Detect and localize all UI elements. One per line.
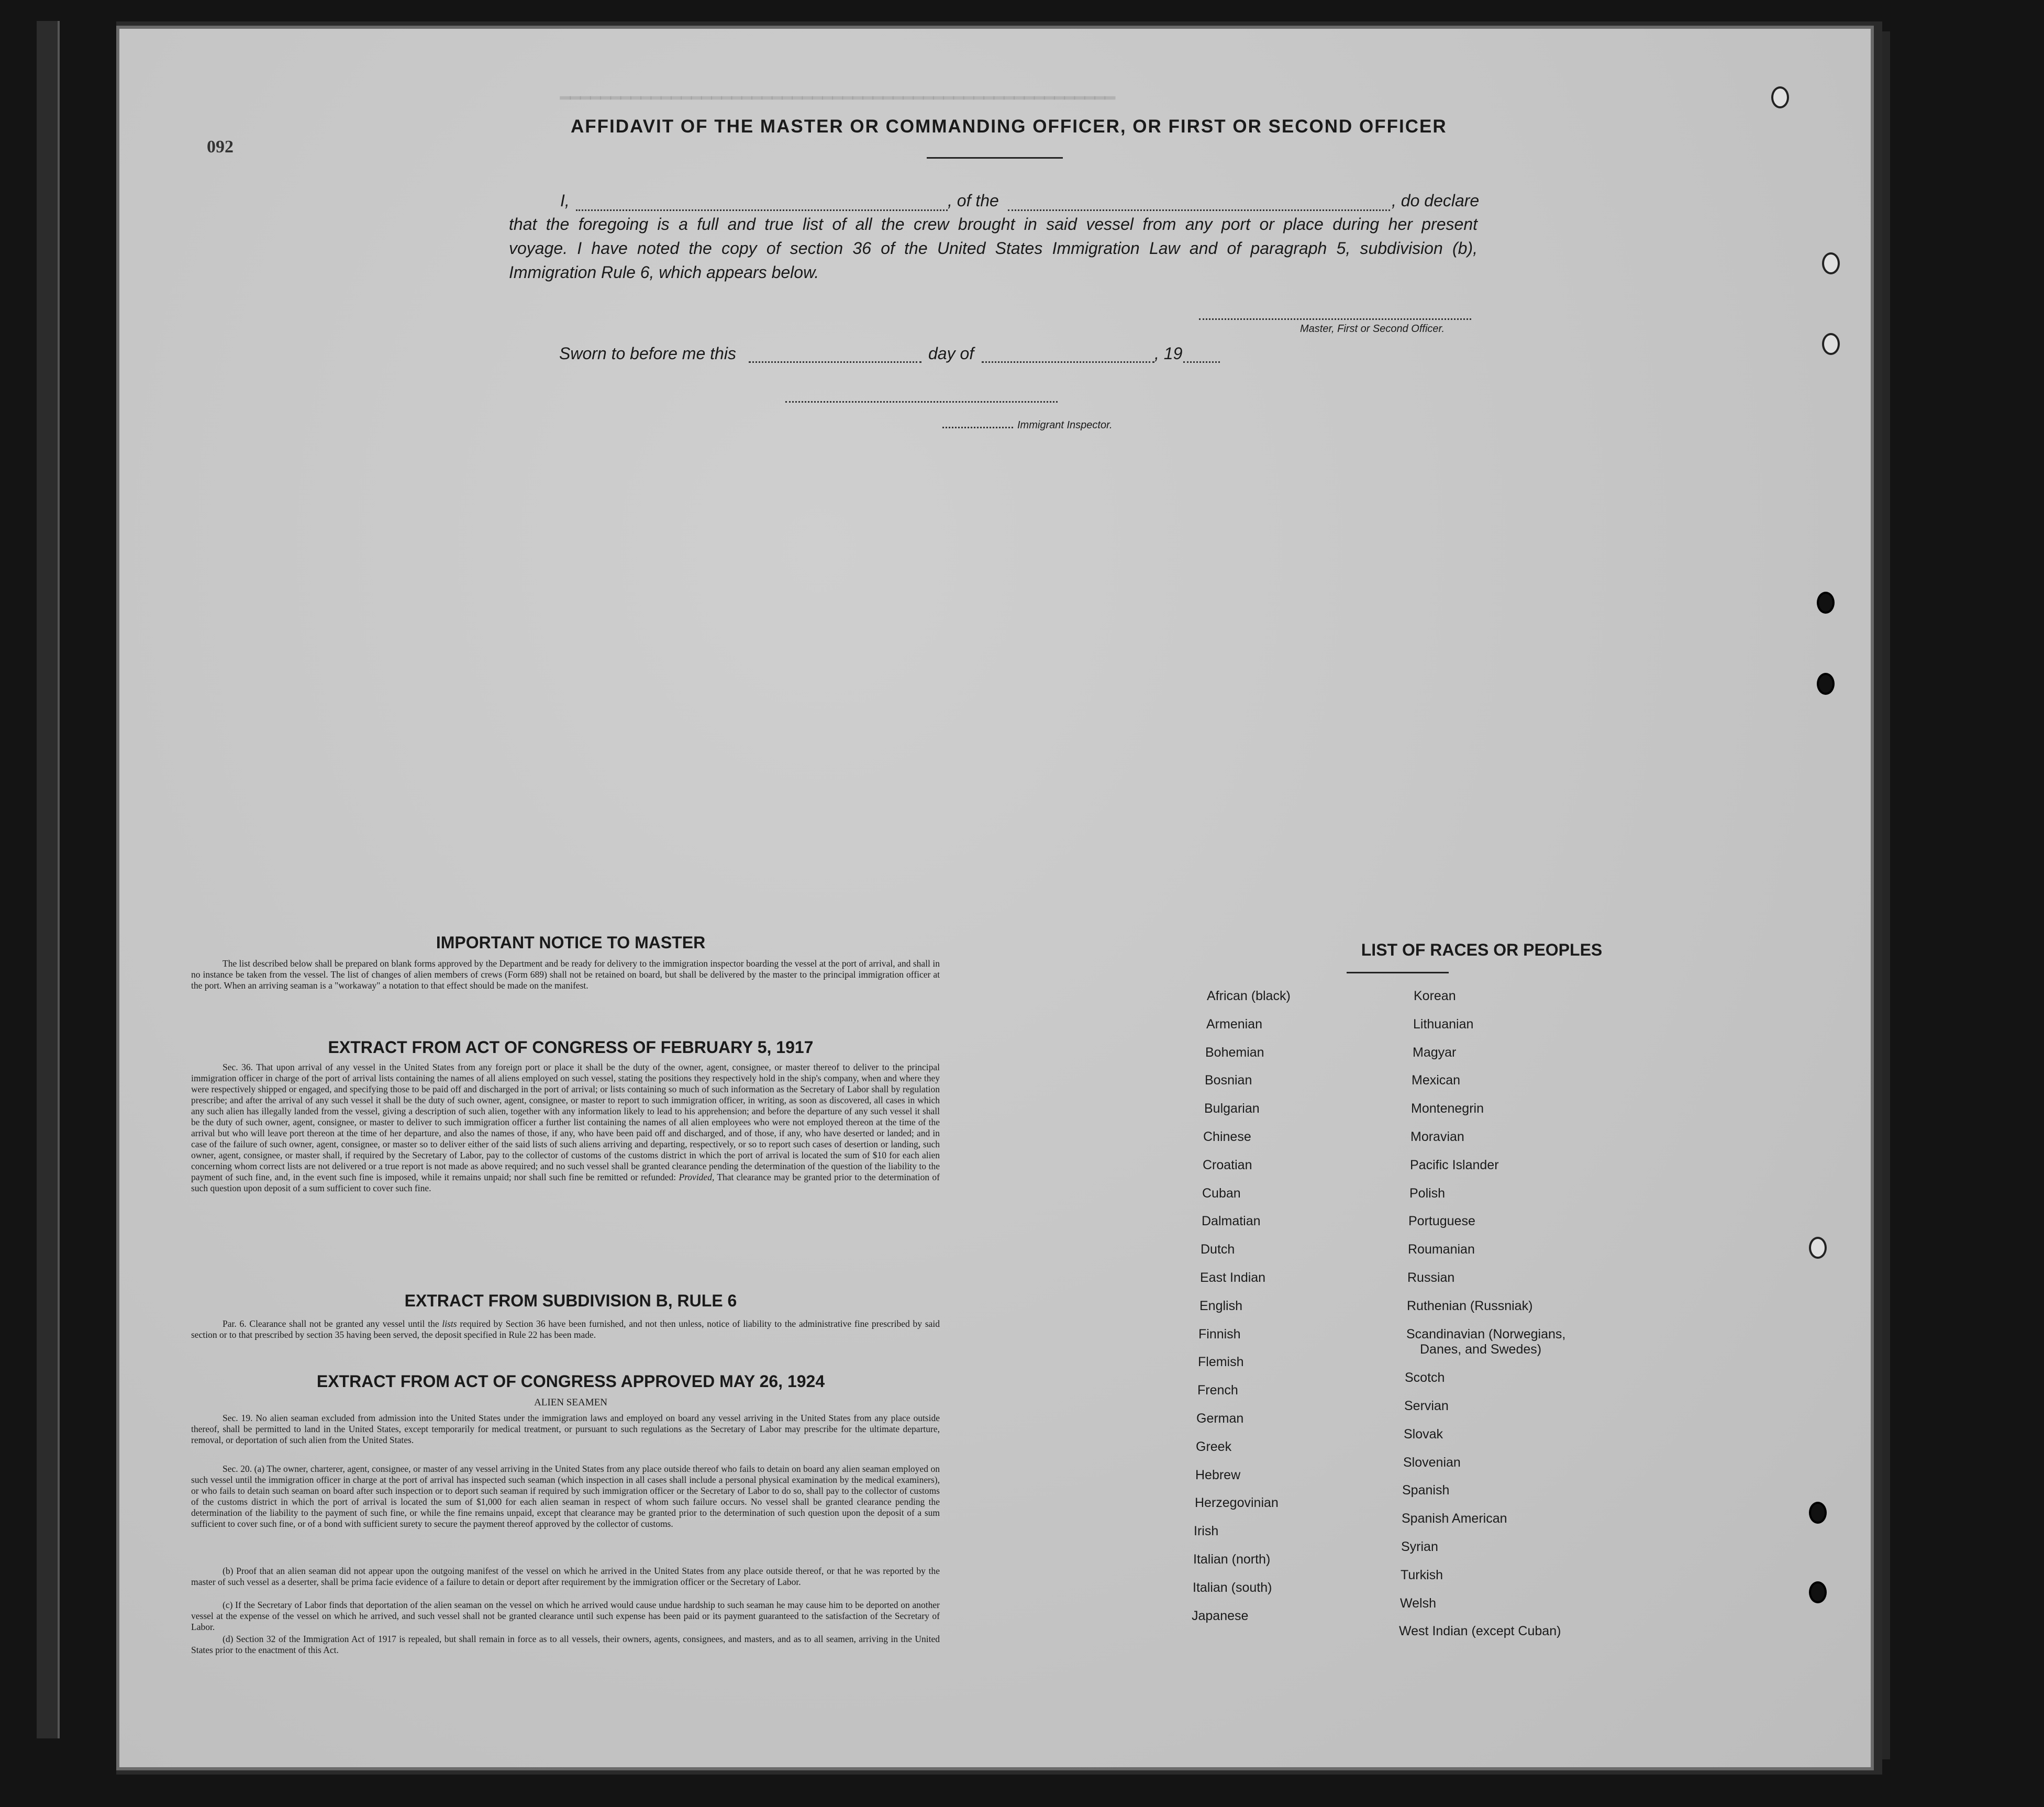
affidavit-line-4: Immigration Rule 6, which appears below. — [509, 263, 819, 282]
sworn-day-blank[interactable] — [749, 361, 921, 363]
extract-rule6-body-1: Par. 6. Clearance shall not be granted any vessel until the — [223, 1318, 439, 1329]
vessel-blank[interactable] — [1008, 209, 1390, 211]
binder-hole — [1822, 252, 1840, 274]
master-signature-line[interactable] — [1199, 318, 1471, 320]
race-item: Ruthenian (Russniak) — [1407, 1298, 1533, 1313]
race-item: Dutch — [1201, 1242, 1235, 1257]
extract-1924-sec20b: (b) Proof that an alien seaman did not appear upon the outgoing manifest of the vessel on which he arrived in the United States from any place outside thereof, or that he was reported by the master of such vessel as a deserter, shall be prima facie evidence of a failure to detain or deport after requirement by the immigration officer or the Secretary of Labor. — [191, 1566, 940, 1587]
race-item: Dalmatian — [1202, 1214, 1261, 1229]
race-item: Spanish American — [1402, 1511, 1507, 1526]
race-item: Herzegovinian — [1195, 1495, 1279, 1511]
race-item: East Indian — [1200, 1270, 1266, 1285]
extract-1924-sec19: Sec. 19. No alien seaman excluded from admission into the United States under the immigration laws and employed on board any vessel arriving in the United States from any place outside thereof, shall be permitted to land in the United States, except temporarily for medical treatment, or pursuant to such regulations as the Secretary of Labor may prescribe for the ultimate departure, removal, or deportation of such alien from the United States. — [191, 1413, 940, 1445]
name-blank[interactable] — [576, 209, 948, 211]
year-label: , 19 — [1154, 344, 1183, 363]
affidavit-title: AFFIDAVIT OF THE MASTER OR COMMANDING OFFICER, OR FIRST OR SECOND OFFICER — [571, 116, 1447, 137]
race-item: Turkish — [1401, 1567, 1443, 1582]
race-item: Montenegrin — [1411, 1101, 1484, 1116]
title-rule — [927, 157, 1063, 159]
extract-1924-subtitle: ALIEN SEAMEN — [534, 1397, 607, 1408]
race-item: Flemish — [1198, 1355, 1244, 1370]
race-item: Russian — [1407, 1270, 1455, 1285]
race-item: Bosnian — [1205, 1073, 1252, 1088]
race-item: Danes, and Swedes) — [1420, 1342, 1542, 1357]
binder-hole — [1817, 673, 1835, 695]
sworn-year-blank[interactable] — [1183, 361, 1220, 363]
race-item: Hebrew — [1195, 1467, 1241, 1482]
sworn-label: Sworn to before me this — [559, 344, 736, 363]
extract-1924-title: EXTRACT FROM ACT OF CONGRESS APPROVED MAY 26, 1924 — [316, 1372, 825, 1391]
inspector-signature-line[interactable] — [785, 401, 1058, 403]
binder-hole — [1809, 1237, 1827, 1259]
extract-1917-text — [191, 1062, 940, 1194]
race-item: Scandinavian (Norwegians, — [1406, 1326, 1566, 1342]
affidavit-of-the: , of the — [948, 191, 999, 210]
race-item: Pacific Islander — [1410, 1157, 1499, 1172]
extract-rule6-text — [191, 1318, 940, 1340]
affidavit-do-declare: , do declare — [1392, 191, 1480, 210]
extract-1917-title: EXTRACT FROM ACT OF CONGRESS OF FEBRUARY 5, 1917 — [328, 1038, 814, 1057]
race-item: African (black) — [1207, 989, 1291, 1003]
binder-hole — [1809, 1502, 1827, 1524]
extract-rule6-title: EXTRACT FROM SUBDIVISION B, RULE 6 — [404, 1291, 737, 1310]
extract-1917-body: Sec. 36. That upon arrival of any vessel in the United States from any foreign port or place it shall be the duty of the owner, agent, consignee, or master thereof to deliver to the principal immigration officer in charge of the port of arrival lists containing the names of all aliens employed on such vessel, stating the positions they respectively hold in the ship's company, when and where they were respectively shipped or engaged, and specifying those to be paid off and discharged in the port of arrival; or lists containing so much of such information as the Secretary of Labor shall by regulation prescribe; and after the arrival of any such vessel it shall be the duty of such owner, agent, consignee, or master to report to such immigration officer, in writing, as soon as discovered, all cases in which any such alien has illegally landed from the vessel, giving a description of such alien, together with any information likely to lead to his apprehension; and before the departure of any such vessel it shall be the duty of such owner, agent, consignee, or master to deliver to such immigration officer a further list containing the names of all alien employees who were not employed thereon at the time of the arrival but who will leave port thereon at the time of her departure, and also the names of those, if any, who have been paid off and discharged, and of those, if any, who have deserted or landed; and in case of the failure of such owner, agent, consignee, or master so to deliver either of the said lists of such aliens arriving and departing, respectively, or so to report such cases of desertion or landing, such owner, agent, consignee, or master shall, if required by the Secretary of Labor, pay to the collector of customs of the customs district in which the port of arrival is located the sum of $10 for each alien concerning whom correct lists are not delivered or a true report is not made as above required; and no such vessel shall be granted clearance pending the determination of the question of the liability to the payment of such fine, and, in the event such fine is imposed, while it remains unpaid; nor shall such fine be remitted or refunded: — [191, 1062, 940, 1182]
extract-1917-provided: Provided, — [679, 1172, 715, 1182]
race-item: Chinese — [1203, 1129, 1251, 1144]
binder-hole — [1809, 1581, 1827, 1603]
race-item: French — [1197, 1383, 1238, 1398]
race-item: Irish — [1194, 1524, 1219, 1539]
race-item: Italian (south) — [1193, 1580, 1272, 1595]
race-item: Cuban — [1202, 1185, 1241, 1201]
binder-hole — [1822, 333, 1840, 355]
race-item: English — [1199, 1298, 1242, 1313]
sworn-month-blank[interactable] — [982, 361, 1154, 363]
race-item: Scotch — [1405, 1370, 1445, 1385]
race-item: Korean — [1414, 989, 1456, 1003]
master-signature-caption: Master, First or Second Officer. — [1300, 323, 1445, 335]
bleed-through-text: ━━━━━━━━━━━━━━━━━━━━━━━━━━━━━━━━━━━━━━━━━━━━━━━━━━━━━━━ — [560, 88, 1115, 107]
race-item: Portuguese — [1408, 1214, 1475, 1229]
race-item: Welsh — [1400, 1595, 1437, 1611]
affidavit-line-2: that the foregoing is a full and true list of all the crew brought in said vessel from any port or place during her present — [509, 215, 1478, 234]
race-item: Slovak — [1404, 1426, 1443, 1442]
race-item: Italian (north) — [1193, 1552, 1271, 1567]
race-item: Roumanian — [1408, 1242, 1475, 1257]
races-title-rule — [1347, 972, 1449, 973]
race-item: Moravian — [1410, 1129, 1464, 1144]
race-item: Finnish — [1198, 1326, 1241, 1342]
race-item: Armenian — [1206, 1016, 1262, 1032]
race-item: Polish — [1409, 1185, 1446, 1201]
affidavit-i-label: I, — [560, 191, 570, 210]
race-item: Spanish — [1402, 1483, 1450, 1498]
race-item: Croatian — [1203, 1157, 1252, 1172]
race-item: Greek — [1196, 1439, 1232, 1454]
margin-number: 092 — [207, 137, 234, 157]
race-item: Bohemian — [1205, 1045, 1264, 1060]
notice-text: The list described below shall be prepared on blank forms approved by the Department and be ready for delivery to the immigration inspector boarding the vessel at the port of arrival, and shall in no instance be taken from the vessel. The list of changes of alien members of crews (Form 689) shall not be retained on board, but shall be delivered by the master to the principal immigration officer at the port. When an arriving seaman is a "workaway" a notation to that effect should be made on the manifest. — [191, 958, 940, 991]
race-item: German — [1196, 1411, 1244, 1426]
race-item: Magyar — [1413, 1045, 1457, 1060]
underlying-page-edge-right — [1874, 31, 1890, 1759]
extract-rule6-body-2: required by Section 36 have been furnished, and not then unless, notice of liability to the administrative fine prescribed by said section or to that prescribed by section 35 having been served, the deposit specified in Rule 22 has been made. — [191, 1318, 940, 1340]
races-title: LIST OF RACES OR PEOPLES — [1361, 940, 1603, 959]
affidavit-line-3: voyage. I have noted the copy of section 36 of the United States Immigration Law and of paragraph 5, subdivision (b), — [509, 239, 1478, 258]
extract-1924-sec20a: Sec. 20. (a) The owner, charterer, agent, consignee, or master of any vessel arriving in the United States from any place outside thereof who fails to detain on board any alien seaman employed on such vessel until the immigration officer in charge at the port of arrival has inspected such seaman (which inspection in all cases shall include a personal physical examination by the medical examiners), or who fails to detain such seaman on board after such inspection or to deport such seaman if required by such immigration officer or the Secretary of Labor to do so, shall pay to the collector of customs of the customs district in which the port of arrival is located the sum of $1,000 for each alien seaman in respect of whom such failure occurs. No vessel shall be granted clearance pending the determination of the liability to the payment of such fine, or while the fine remains unpaid, except that clearance may be granted prior to the determination of such question upon the deposit of a sum sufficient to cover such fine, or of a bond with sufficient surety to secure the payment thereof approved by the collector of customs. — [191, 1464, 940, 1529]
extract-1924-sec20d: (d) Section 32 of the Immigration Act of 1917 is repealed, but shall remain in force as to all vessels, their owners, agents, consignees, and masters, and as to all seamen, arriving in the United States prior to the enactment of this Act. — [191, 1634, 940, 1655]
race-item: Japanese — [1192, 1608, 1249, 1623]
race-item: Bulgarian — [1204, 1101, 1260, 1116]
extract-rule6-lists: lists — [442, 1318, 457, 1329]
binder-hole — [1771, 86, 1789, 108]
race-item: Slovenian — [1403, 1455, 1461, 1470]
race-item: Syrian — [1401, 1539, 1438, 1554]
day-of-label: day of — [928, 344, 974, 363]
binder-hole — [1817, 592, 1835, 614]
race-item: Servian — [1404, 1399, 1449, 1413]
race-item: Lithuanian — [1413, 1016, 1474, 1032]
notice-title: IMPORTANT NOTICE TO MASTER — [436, 933, 706, 952]
inspector-caption: Immigrant Inspector. — [1017, 419, 1113, 431]
extract-1917-tail: That clearance may be granted prior to the determination of such question upon deposit of a sum sufficient to cover such fine. — [191, 1172, 940, 1193]
extract-1924-sec20c: (c) If the Secretary of Labor finds that deportation of the alien seaman on the vessel on which he arrived would cause undue hardship to such seaman he may cause him to be deported on another vessel at the expense of the vessel on which he arrived, and such vessel shall not be granted clearance until such expense has been paid or its payment guaranteed to the satisfaction of the Secretary of Labor. — [191, 1600, 940, 1632]
race-item: West Indian (except Cuban) — [1399, 1624, 1561, 1639]
race-item: Mexican — [1412, 1073, 1461, 1088]
underlying-page-edge — [37, 21, 60, 1738]
inspector-title-line[interactable] — [942, 427, 1013, 428]
